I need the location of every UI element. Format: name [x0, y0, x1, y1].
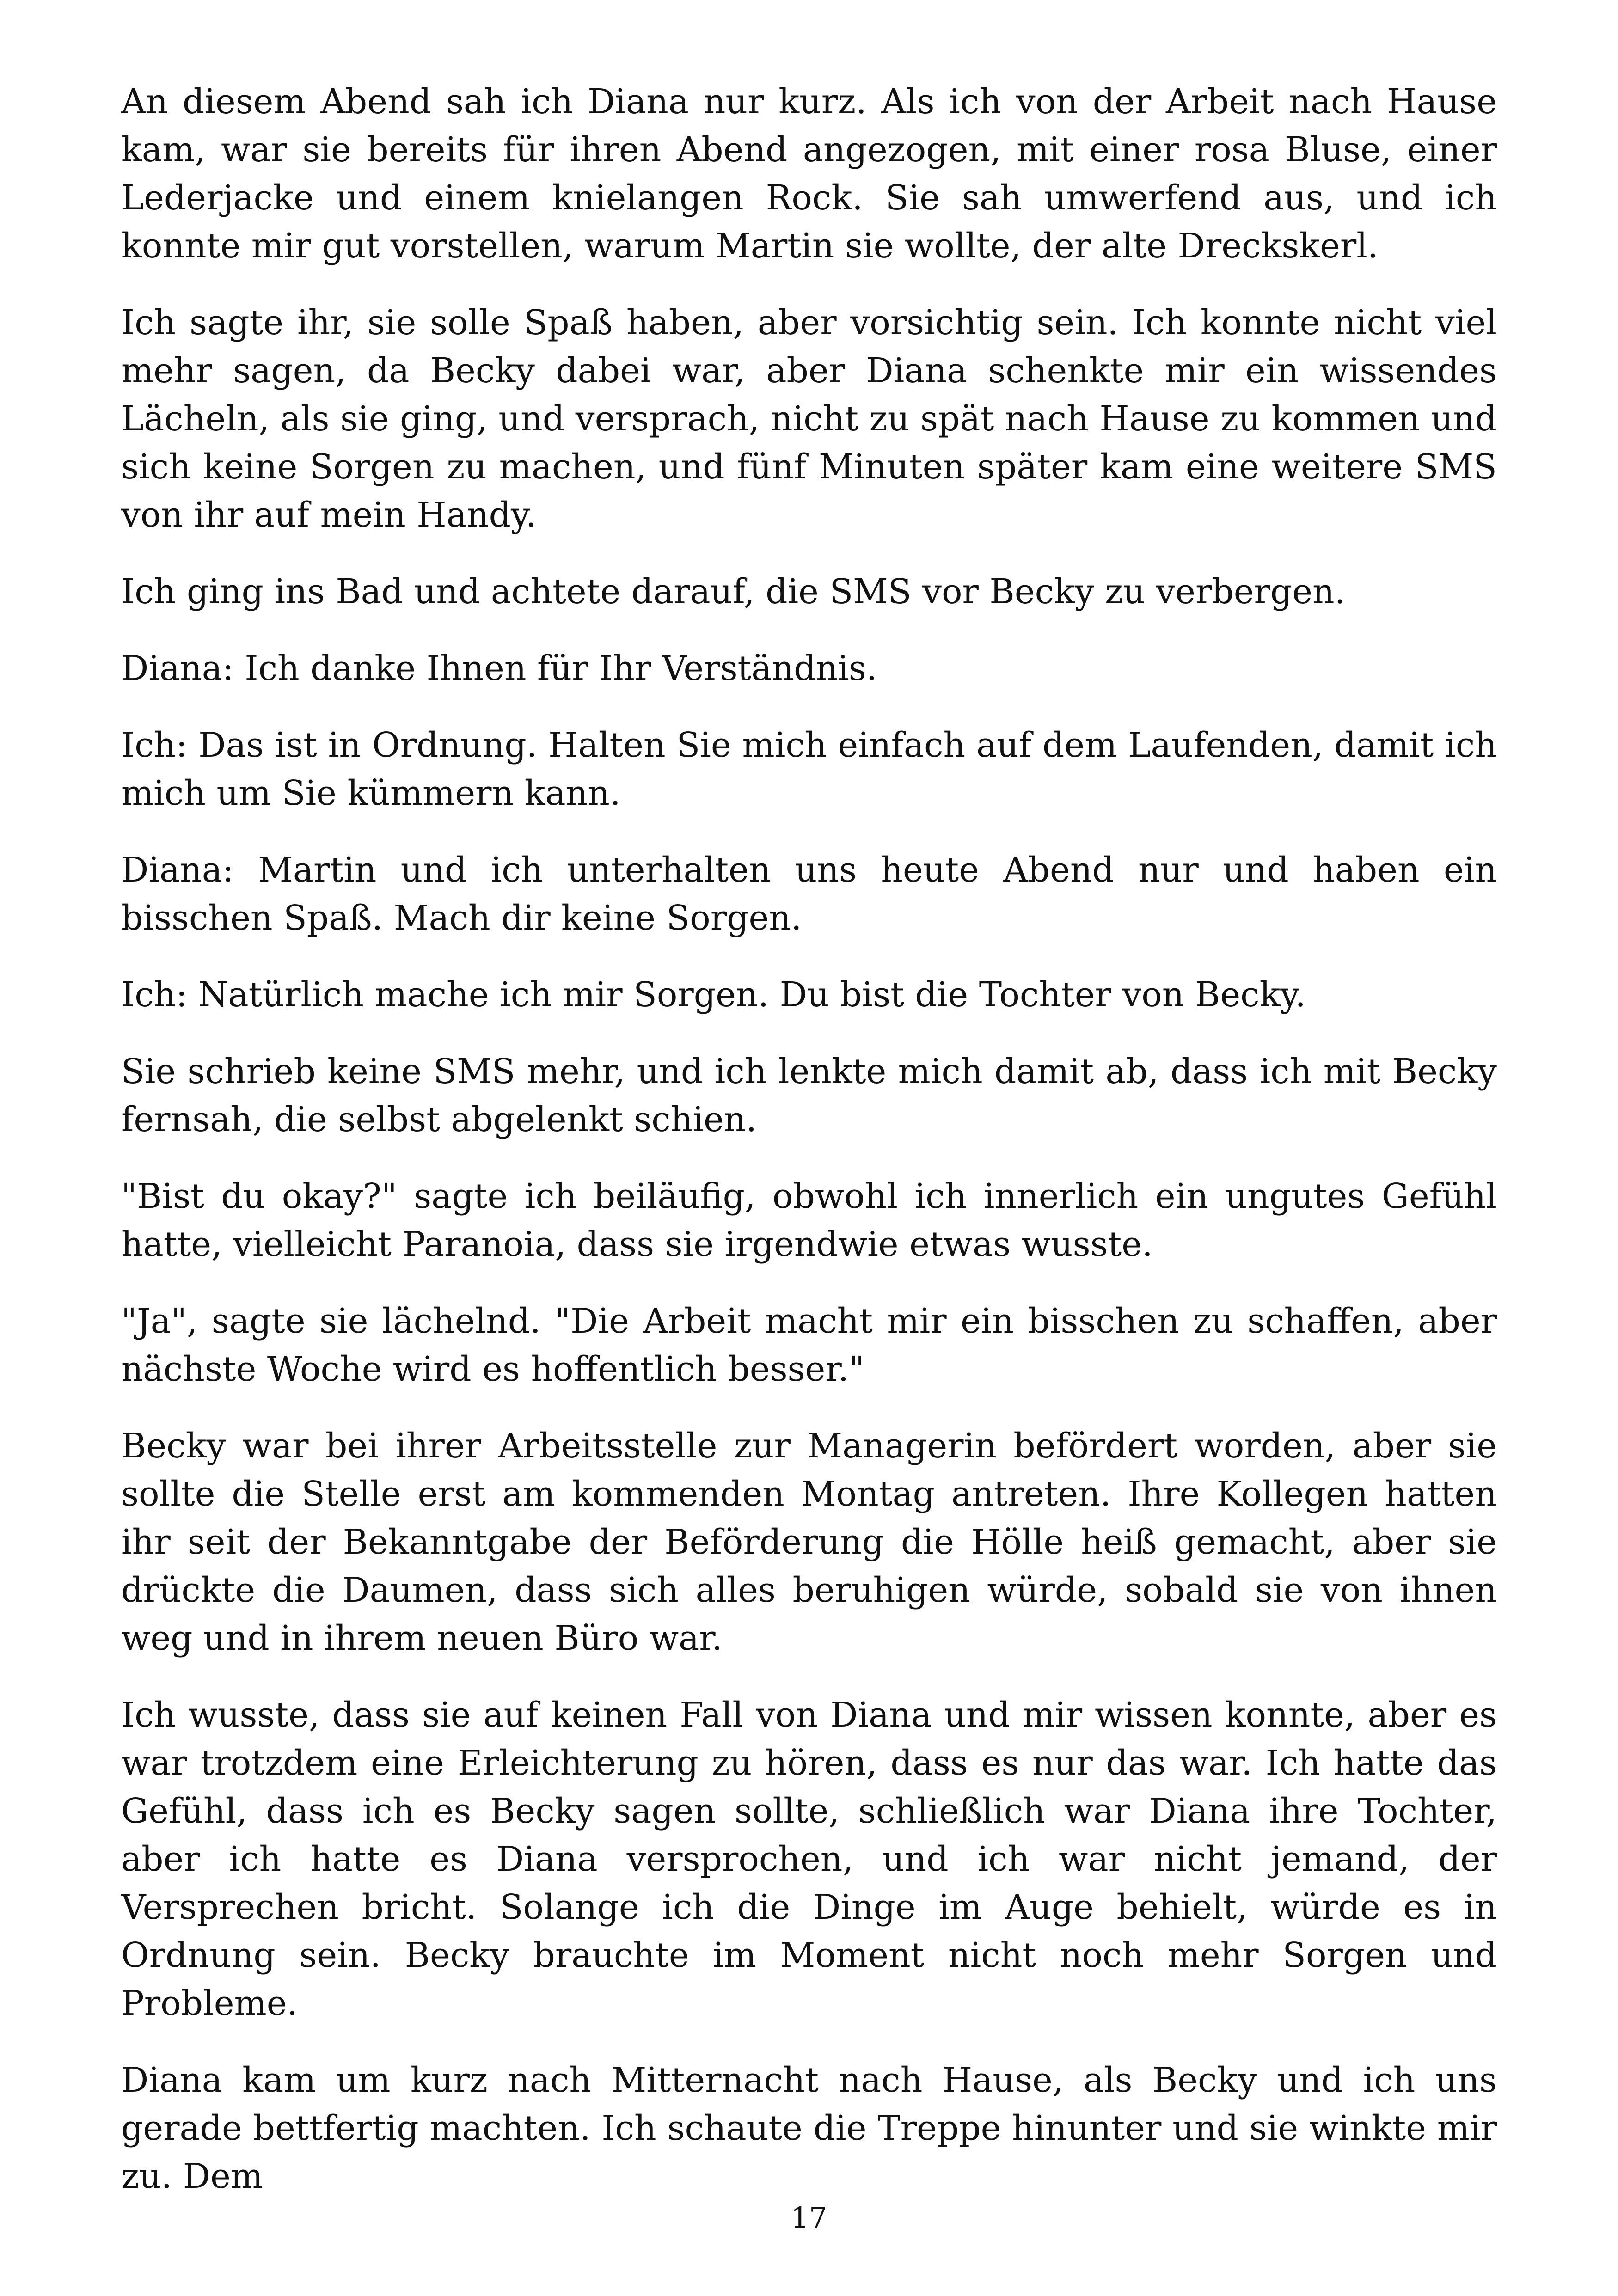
paragraph: Sie schrieb keine SMS mehr, und ich lenkte mich damit ab, dass ich mit Becky fernsah, die selbst abgelenkt schien. [121, 1052, 1497, 1139]
paragraph: Ich ging ins Bad und achtete darauf, die SMS vor Becky zu verbergen. [121, 572, 1346, 612]
paragraph: An diesem Abend sah ich Diana nur kurz. Als ich von der Arbeit nach Hause kam, war sie bereits für ihren Abend angezogen, mit einer rosa Bluse, einer Lederjacke und einem knielangen Rock. Sie sah umwerfend aus, und ich konnte mir gut vorstellen, warum Martin sie wollte, der alte Dreckskerl. [121, 82, 1497, 266]
body-text [121, 78, 1497, 2229]
paragraph: Diana: Martin und ich unterhalten uns heute Abend nur und haben ein bisschen Spaß. Mach dir keine Sorgen. [121, 850, 1497, 938]
paragraph: Becky war bei ihrer Arbeitsstelle zur Managerin befördert worden, aber sie sollte die Stelle erst am kommenden Montag antreten. Ihre Kollegen hatten ihr seit der Bekanntgabe der Beförderung die Hölle heiß gemacht, aber sie drückte die Daumen, dass sich alles beruhigen würde, sobald sie von ihnen weg und in ihrem neuen Büro war. [121, 1426, 1497, 1658]
paragraph: Ich: Das ist in Ordnung. Halten Sie mich einfach auf dem Laufenden, damit ich mich um Sie kümmern kann. [121, 725, 1497, 813]
paragraph: Ich wusste, dass sie auf keinen Fall von Diana und mir wissen konnte, aber es war trotzdem eine Erleichterung zu hören, dass es nur das war. Ich hatte das Gefühl, dass ich es Becky sagen sollte, schließlich war Diana ihre Tochter, aber ich hatte es Diana versprochen, und ich war nicht jemand, der Versprechen bricht. Solange ich die Dinge im Auge behielt, würde es in Ordnung sein. Becky brauchte im Moment nicht noch mehr Sorgen und Probleme. [121, 1695, 1497, 2023]
paragraph: Ich: Natürlich mache ich mir Sorgen. Du bist die Tochter von Becky. [121, 975, 1306, 1015]
page-number: 17 [791, 2201, 827, 2235]
paragraph: "Ja", sagte sie lächelnd. "Die Arbeit macht mir ein bisschen zu schaffen, aber nächste Woche wird es hoffentlich besser." [121, 1301, 1497, 1389]
paragraph: "Bist du okay?" sagte ich beiläufig, obwohl ich innerlich ein ungutes Gefühl hatte, vielleicht Paranoia, dass sie irgendwie etwas wusste. [121, 1176, 1497, 1264]
paragraph: Diana: Ich danke Ihnen für Ihr Verständnis. [121, 649, 877, 688]
paragraph: Ich sagte ihr, sie solle Spaß haben, aber vorsichtig sein. Ich konnte nicht viel mehr sagen, da Becky dabei war, aber Diana schenkte mir ein wissendes Lächeln, als sie ging, und versprach, nicht zu spät nach Hause zu kommen und sich keine Sorgen zu machen, und fünf Minuten später kam eine weitere SMS von ihr auf mein Handy. [121, 303, 1497, 535]
paragraph: Diana kam um kurz nach Mitternacht nach Hause, als Becky und ich uns gerade bettfertig machten. Ich schaute die Treppe hinunter und sie winkte mir zu. Dem [121, 2060, 1497, 2196]
